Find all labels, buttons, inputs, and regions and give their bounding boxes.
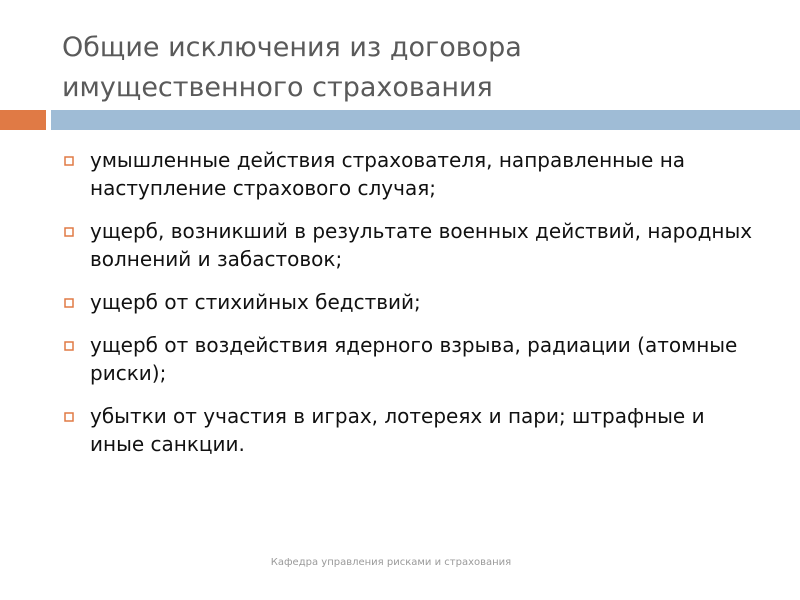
bullet-text: убытки от участия в играх, лотереях и пари; штрафные и иные санкции. [90, 404, 705, 456]
bullet-item [62, 217, 762, 273]
bullet-text: умышленные действия страхователя, направленные на наступление страхового случая; [90, 148, 686, 200]
slide-title [62, 28, 762, 108]
hollow-square-icon [64, 298, 74, 308]
hollow-square-icon [64, 156, 74, 166]
bullet-item [62, 288, 762, 316]
footer-text: Кафедра управления рисками и страхования [270, 557, 512, 568]
bullet-item [62, 146, 762, 202]
hollow-square-icon [64, 227, 74, 237]
bullet-item [62, 331, 762, 387]
bullet-text: ущерб от воздействия ядерного взрыва, радиации (атомные риски); [90, 333, 738, 385]
slide-title-line-1: Общие исключения из договора [62, 32, 522, 63]
hollow-square-icon [64, 412, 74, 422]
accent-bar-blue [51, 110, 800, 130]
bullet-text: ущерб, возникший в результате военных действий, народных волнений и забастовок; [90, 219, 753, 271]
bullet-text: ущерб от стихийных бедствий; [90, 290, 421, 314]
accent-bar-orange [0, 110, 46, 130]
hollow-square-icon [64, 341, 74, 351]
bullet-list [62, 146, 762, 473]
bullet-item [62, 402, 762, 458]
slide-title-line-2: имущественного страхования [62, 72, 493, 103]
